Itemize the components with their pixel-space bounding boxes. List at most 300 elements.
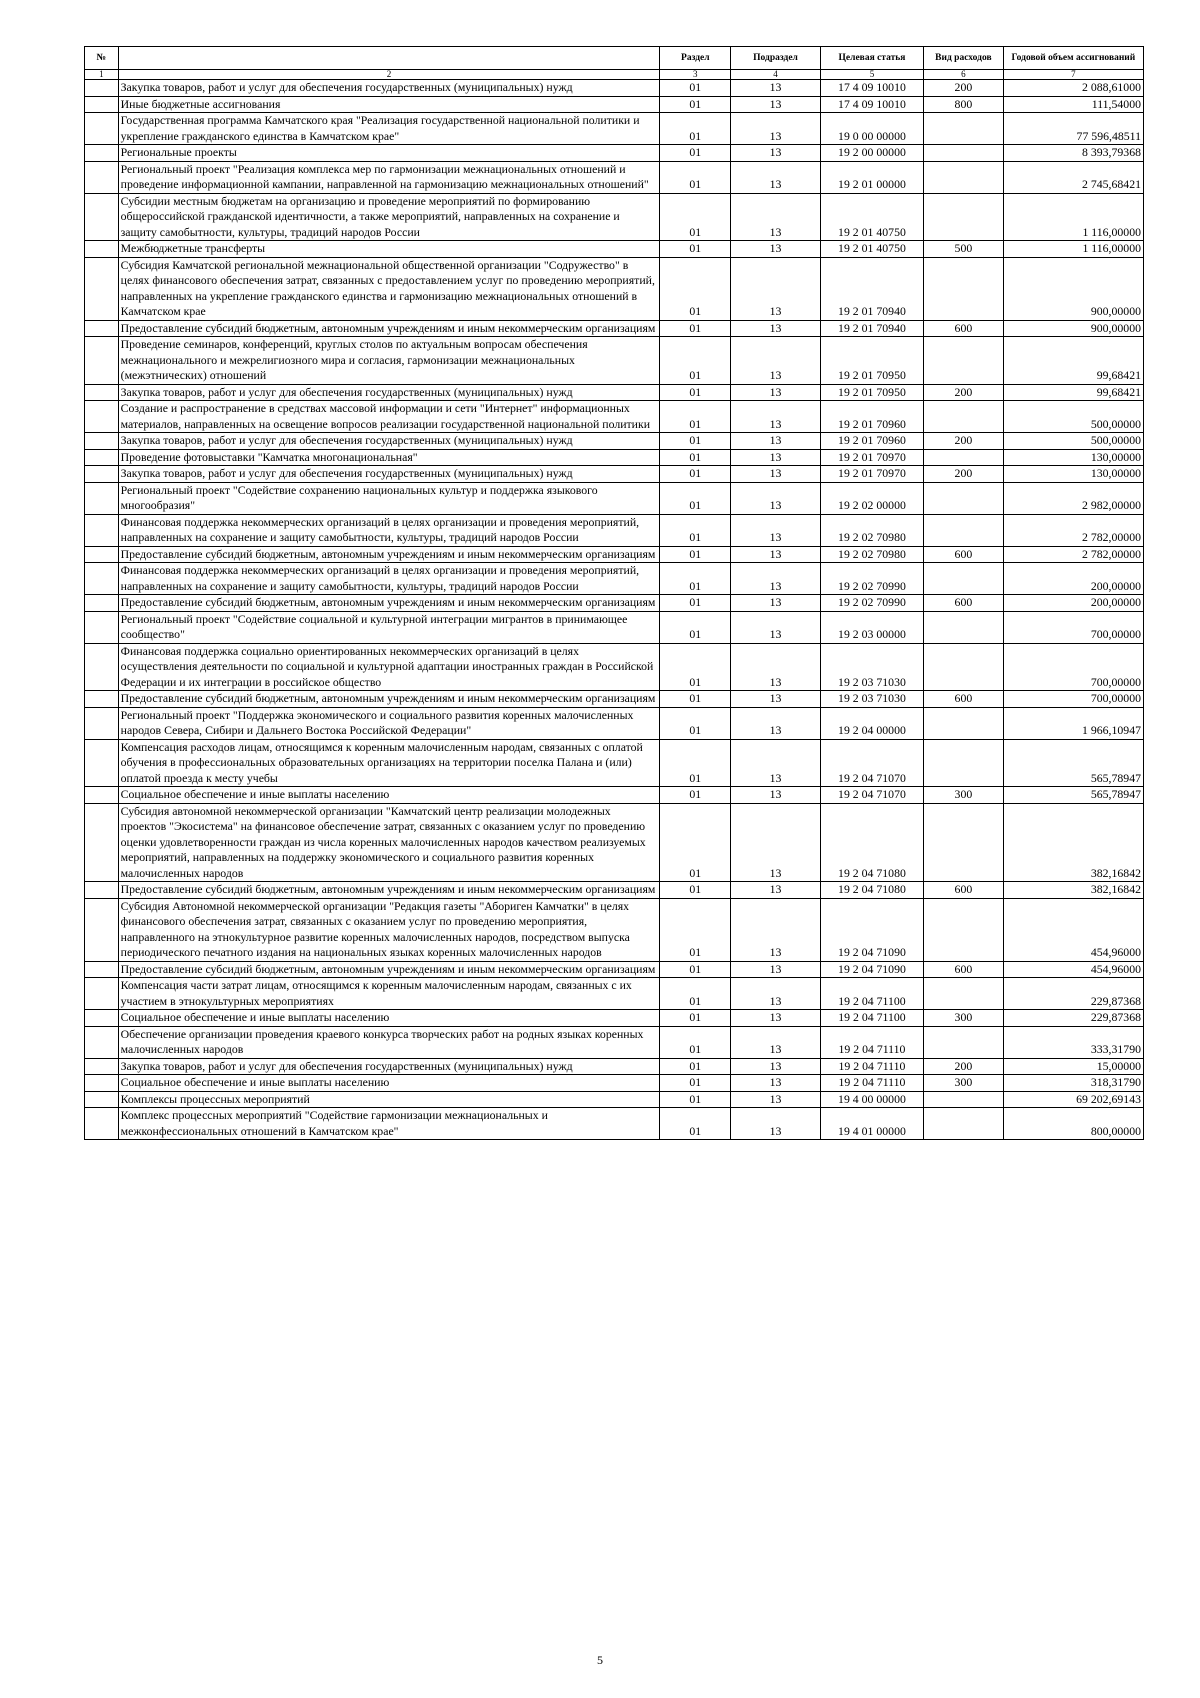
table-row [85, 546, 1144, 563]
expense-type-cell [924, 1026, 1004, 1058]
subsection-cell: 13 [731, 787, 821, 804]
subsection-cell: 13 [731, 80, 821, 97]
item-name-cell: Иные бюджетные ассигнования [118, 96, 660, 113]
section-cell: 01 [660, 611, 731, 643]
table-row [85, 1108, 1144, 1140]
target-article-cell: 19 2 01 40750 [820, 241, 923, 258]
target-article-cell: 19 0 00 00000 [820, 113, 923, 145]
expense-type-cell: 300 [924, 787, 1004, 804]
table-header-row [85, 47, 1144, 70]
expense-type-cell [924, 482, 1004, 514]
section-cell: 01 [660, 739, 731, 787]
subsection-cell: 13 [731, 882, 821, 899]
target-article-cell: 19 4 01 00000 [820, 1108, 923, 1140]
target-article-cell: 19 4 00 00000 [820, 1091, 923, 1108]
item-name-cell: Региональный проект "Содействие сохранению национальных культур и поддержка языкового многообразия" [118, 482, 660, 514]
row-number-cell [85, 145, 119, 162]
table-row [85, 691, 1144, 708]
section-cell: 01 [660, 257, 731, 320]
row-number-cell [85, 691, 119, 708]
row-number-cell [85, 161, 119, 193]
target-article-cell: 19 2 01 70940 [820, 320, 923, 337]
subsection-cell: 13 [731, 482, 821, 514]
target-article-cell: 17 4 09 10010 [820, 96, 923, 113]
row-number-cell [85, 1058, 119, 1075]
expense-type-cell [924, 643, 1004, 691]
item-name-cell: Финансовая поддержка некоммерческих организаций в целях организации и проведения мероприятий, направленных на сохранение и защиту самобытности, культуры, традиций народов России [118, 563, 660, 595]
row-number-cell [85, 707, 119, 739]
section-cell: 01 [660, 882, 731, 899]
section-cell: 01 [660, 595, 731, 612]
row-number-cell [85, 257, 119, 320]
row-number-cell [85, 320, 119, 337]
subsection-cell: 13 [731, 241, 821, 258]
table-row [85, 96, 1144, 113]
section-cell: 01 [660, 563, 731, 595]
header-section: Раздел [660, 47, 731, 70]
item-name-cell: Компенсация части затрат лицам, относящимся к коренным малочисленным народам, связанных с их участием в этнокультурных мероприятиях [118, 978, 660, 1010]
table-row [85, 241, 1144, 258]
expense-type-cell [924, 113, 1004, 145]
expense-type-cell [924, 1108, 1004, 1140]
item-name-cell: Комплексы процессных мероприятий [118, 1091, 660, 1108]
annual-sum-cell: 454,96000 [1003, 961, 1143, 978]
expense-type-cell: 600 [924, 595, 1004, 612]
section-cell: 01 [660, 241, 731, 258]
section-cell: 01 [660, 898, 731, 961]
subsection-cell: 13 [731, 1075, 821, 1092]
table-row [85, 707, 1144, 739]
expense-type-cell: 600 [924, 961, 1004, 978]
row-number-cell [85, 241, 119, 258]
annual-sum-cell: 130,00000 [1003, 466, 1143, 483]
table-row [85, 882, 1144, 899]
section-cell: 01 [660, 1075, 731, 1092]
subsection-cell: 13 [731, 257, 821, 320]
annual-sum-cell: 2 088,61000 [1003, 80, 1143, 97]
expense-type-cell [924, 449, 1004, 466]
section-cell: 01 [660, 384, 731, 401]
expense-type-cell: 200 [924, 1058, 1004, 1075]
section-cell: 01 [660, 96, 731, 113]
subsection-cell: 13 [731, 691, 821, 708]
target-article-cell: 19 2 01 70940 [820, 257, 923, 320]
row-number-cell [85, 113, 119, 145]
target-article-cell: 19 2 04 71080 [820, 882, 923, 899]
target-article-cell: 19 2 01 40750 [820, 193, 923, 241]
subsection-cell: 13 [731, 1010, 821, 1027]
row-number-cell [85, 96, 119, 113]
target-article-cell: 19 2 01 70970 [820, 466, 923, 483]
target-article-cell: 19 2 00 00000 [820, 145, 923, 162]
annual-sum-cell: 333,31790 [1003, 1026, 1143, 1058]
table-row [85, 1058, 1144, 1075]
row-number-cell [85, 482, 119, 514]
annual-sum-cell: 800,00000 [1003, 1108, 1143, 1140]
annual-sum-cell: 15,00000 [1003, 1058, 1143, 1075]
table-row [85, 161, 1144, 193]
expense-type-cell: 500 [924, 241, 1004, 258]
item-name-cell: Социальное обеспечение и иные выплаты населению [118, 787, 660, 804]
section-cell: 01 [660, 707, 731, 739]
item-name-cell: Региональный проект "Реализация комплекса мер по гармонизации межнациональных отношений и проведение информационной кампании, направленной на гармонизацию межнациональных отношений" [118, 161, 660, 193]
section-cell: 01 [660, 961, 731, 978]
subsection-cell: 13 [731, 384, 821, 401]
expense-type-cell: 600 [924, 320, 1004, 337]
table-row [85, 145, 1144, 162]
row-number-cell [85, 546, 119, 563]
annual-sum-cell: 200,00000 [1003, 563, 1143, 595]
header-name [118, 47, 660, 70]
target-article-cell: 19 2 04 71110 [820, 1026, 923, 1058]
row-number-cell [85, 787, 119, 804]
table-row [85, 1010, 1144, 1027]
annual-sum-cell: 1 966,10947 [1003, 707, 1143, 739]
annual-sum-cell: 900,00000 [1003, 320, 1143, 337]
section-cell: 01 [660, 1091, 731, 1108]
target-article-cell: 19 2 02 00000 [820, 482, 923, 514]
item-name-cell: Предоставление субсидий бюджетным, автономным учреждениям и иным некоммерческим организациям [118, 961, 660, 978]
annual-sum-cell: 382,16842 [1003, 882, 1143, 899]
item-name-cell: Региональный проект "Содействие социальной и культурной интеграции мигрантов в принимающее сообщество" [118, 611, 660, 643]
row-number-cell [85, 611, 119, 643]
expense-type-cell [924, 611, 1004, 643]
item-name-cell: Компенсация расходов лицам, относящимся к коренным малочисленным народам, связанных с оплатой обучения в профессиональных образовательных организациях на территории поселка Палана и (или) оплатой проезда к месту учебы [118, 739, 660, 787]
row-number-cell [85, 595, 119, 612]
item-name-cell: Предоставление субсидий бюджетным, автономным учреждениям и иным некоммерческим организациям [118, 882, 660, 899]
target-article-cell: 19 2 01 70950 [820, 337, 923, 385]
annual-sum-cell: 2 745,68421 [1003, 161, 1143, 193]
subsection-cell: 13 [731, 611, 821, 643]
annual-sum-cell: 454,96000 [1003, 898, 1143, 961]
table-row [85, 384, 1144, 401]
subsection-cell: 13 [731, 466, 821, 483]
budget-allocation-table [84, 46, 1144, 1140]
section-cell: 01 [660, 691, 731, 708]
table-row [85, 739, 1144, 787]
column-number: 6 [924, 70, 1004, 80]
expense-type-cell: 600 [924, 691, 1004, 708]
section-cell: 01 [660, 80, 731, 97]
item-name-cell: Закупка товаров, работ и услуг для обеспечения государственных (муниципальных) нужд [118, 1058, 660, 1075]
subsection-cell: 13 [731, 1058, 821, 1075]
row-number-cell [85, 466, 119, 483]
target-article-cell: 19 2 03 71030 [820, 643, 923, 691]
annual-sum-cell: 77 596,48511 [1003, 113, 1143, 145]
target-article-cell: 19 2 02 70980 [820, 514, 923, 546]
annual-sum-cell: 130,00000 [1003, 449, 1143, 466]
subsection-cell: 13 [731, 113, 821, 145]
row-number-cell [85, 433, 119, 450]
section-cell: 01 [660, 433, 731, 450]
subsection-cell: 13 [731, 707, 821, 739]
annual-sum-cell: 2 782,00000 [1003, 514, 1143, 546]
item-name-cell: Субсидия автономной некоммерческой организации "Камчатский центр реализации молодежных проектов "Экосистема" на финансовое обеспечение затрат, связанных с оказанием услуг по проведению оценки удовлетворенности граждан из числа коренных малочисленных народов качеством реализуемых мероприятий, направленных на поддержку экономического и социального развития коренных малочисленных народов [118, 803, 660, 882]
table-row [85, 80, 1144, 97]
row-number-cell [85, 1091, 119, 1108]
row-number-cell [85, 401, 119, 433]
section-cell: 01 [660, 1058, 731, 1075]
expense-type-cell: 300 [924, 1075, 1004, 1092]
annual-sum-cell: 111,54000 [1003, 96, 1143, 113]
section-cell: 01 [660, 113, 731, 145]
row-number-cell [85, 739, 119, 787]
subsection-cell: 13 [731, 145, 821, 162]
target-article-cell: 19 2 01 70970 [820, 449, 923, 466]
section-cell: 01 [660, 643, 731, 691]
table-row [85, 514, 1144, 546]
item-name-cell: Проведение фотовыставки "Камчатка многонациональная" [118, 449, 660, 466]
section-cell: 01 [660, 1010, 731, 1027]
table-row [85, 1075, 1144, 1092]
expense-type-cell: 200 [924, 80, 1004, 97]
target-article-cell: 19 2 04 00000 [820, 707, 923, 739]
section-cell: 01 [660, 337, 731, 385]
annual-sum-cell: 500,00000 [1003, 401, 1143, 433]
table-row [85, 961, 1144, 978]
column-number: 3 [660, 70, 731, 80]
column-number: 7 [1003, 70, 1143, 80]
expense-type-cell: 300 [924, 1010, 1004, 1027]
column-number: 4 [731, 70, 821, 80]
table-row [85, 787, 1144, 804]
subsection-cell: 13 [731, 433, 821, 450]
annual-sum-cell: 229,87368 [1003, 978, 1143, 1010]
row-number-cell [85, 978, 119, 1010]
section-cell: 01 [660, 466, 731, 483]
subsection-cell: 13 [731, 514, 821, 546]
item-name-cell: Проведение семинаров, конференций, круглых столов по актуальным вопросам обеспечения межнационального и межрелигиозного мира и согласия, гармонизации межнациональных (межэтнических) отношений [118, 337, 660, 385]
item-name-cell: Субсидия Камчатской региональной межнациональной общественной организации "Содружество" в целях финансового обеспечения затрат, связанных с предоставлением услуг по проведению мероприятий, направленных на укрепление гражданского единства и гармонизацию межнациональных отношений в Камчатском крае [118, 257, 660, 320]
section-cell: 01 [660, 193, 731, 241]
item-name-cell: Региональные проекты [118, 145, 660, 162]
subsection-cell: 13 [731, 563, 821, 595]
target-article-cell: 17 4 09 10010 [820, 80, 923, 97]
section-cell: 01 [660, 145, 731, 162]
expense-type-cell [924, 337, 1004, 385]
subsection-cell: 13 [731, 337, 821, 385]
table-row [85, 643, 1144, 691]
expense-type-cell [924, 401, 1004, 433]
table-row [85, 803, 1144, 882]
annual-sum-cell: 99,68421 [1003, 384, 1143, 401]
table-row [85, 257, 1144, 320]
subsection-cell: 13 [731, 978, 821, 1010]
section-cell: 01 [660, 320, 731, 337]
header-annual-sum: Годовой объем ассигнований [1003, 47, 1143, 70]
subsection-cell: 13 [731, 961, 821, 978]
row-number-cell [85, 961, 119, 978]
table-row [85, 433, 1144, 450]
expense-type-cell [924, 898, 1004, 961]
row-number-cell [85, 1026, 119, 1058]
page-number: 5 [597, 1653, 603, 1667]
expense-type-cell [924, 145, 1004, 162]
target-article-cell: 19 2 01 70960 [820, 401, 923, 433]
target-article-cell: 19 2 04 71100 [820, 978, 923, 1010]
table-row [85, 611, 1144, 643]
row-number-cell [85, 193, 119, 241]
subsection-cell: 13 [731, 595, 821, 612]
target-article-cell: 19 2 04 71070 [820, 787, 923, 804]
expense-type-cell: 800 [924, 96, 1004, 113]
item-name-cell: Финансовая поддержка некоммерческих организаций в целях организации и проведения мероприятий, направленных на сохранение и защиту самобытности, культуры, традиций народов России [118, 514, 660, 546]
expense-type-cell: 200 [924, 384, 1004, 401]
column-number: 2 [118, 70, 660, 80]
annual-sum-cell: 2 982,00000 [1003, 482, 1143, 514]
expense-type-cell [924, 739, 1004, 787]
target-article-cell: 19 2 04 71100 [820, 1010, 923, 1027]
section-cell: 01 [660, 1108, 731, 1140]
target-article-cell: 19 2 03 71030 [820, 691, 923, 708]
row-number-cell [85, 1075, 119, 1092]
expense-type-cell [924, 161, 1004, 193]
annual-sum-cell: 99,68421 [1003, 337, 1143, 385]
target-article-cell: 19 2 02 70990 [820, 595, 923, 612]
target-article-cell: 19 2 04 71080 [820, 803, 923, 882]
annual-sum-cell: 1 116,00000 [1003, 193, 1143, 241]
column-number-row [85, 70, 1144, 80]
target-article-cell: 19 2 04 71110 [820, 1058, 923, 1075]
subsection-cell: 13 [731, 739, 821, 787]
row-number-cell [85, 643, 119, 691]
table-row [85, 482, 1144, 514]
item-name-cell: Закупка товаров, работ и услуг для обеспечения государственных (муниципальных) нужд [118, 433, 660, 450]
section-cell: 01 [660, 803, 731, 882]
section-cell: 01 [660, 546, 731, 563]
section-cell: 01 [660, 978, 731, 1010]
section-cell: 01 [660, 449, 731, 466]
expense-type-cell: 600 [924, 546, 1004, 563]
item-name-cell: Социальное обеспечение и иные выплаты населению [118, 1075, 660, 1092]
subsection-cell: 13 [731, 320, 821, 337]
row-number-cell [85, 514, 119, 546]
section-cell: 01 [660, 161, 731, 193]
target-article-cell: 19 2 02 70980 [820, 546, 923, 563]
item-name-cell: Финансовая поддержка социально ориентированных некоммерческих организаций в целях осуществления деятельности по социальной и культурной адаптации иностранных граждан в Российской Федерации и их интеграции в российское общество [118, 643, 660, 691]
subsection-cell: 13 [731, 546, 821, 563]
table-row [85, 113, 1144, 145]
item-name-cell: Субсидия Автономной некоммерческой организации "Редакция газеты "Абориген Камчатки" в целях финансового обеспечения затрат, связанных с оказанием услуг по проведению мероприятия, направленного на этнокультурное развитие коренных малочисленных народов, посредством выпуска периодического печатного издания на национальных языках коренных малочисленных народов [118, 898, 660, 961]
expense-type-cell [924, 803, 1004, 882]
row-number-cell [85, 449, 119, 466]
item-name-cell: Предоставление субсидий бюджетным, автономным учреждениям и иным некоммерческим организациям [118, 546, 660, 563]
header-number: № [85, 47, 119, 70]
row-number-cell [85, 337, 119, 385]
target-article-cell: 19 2 01 70960 [820, 433, 923, 450]
annual-sum-cell: 318,31790 [1003, 1075, 1143, 1092]
table-row [85, 449, 1144, 466]
subsection-cell: 13 [731, 401, 821, 433]
annual-sum-cell: 700,00000 [1003, 611, 1143, 643]
target-article-cell: 19 2 02 70990 [820, 563, 923, 595]
subsection-cell: 13 [731, 193, 821, 241]
item-name-cell: Создание и распространение в средствах массовой информации и сети "Интернет" информационных материалов, направленных на освещение вопросов реализации государственной национальной политики [118, 401, 660, 433]
expense-type-cell [924, 193, 1004, 241]
annual-sum-cell: 229,87368 [1003, 1010, 1143, 1027]
target-article-cell: 19 2 01 00000 [820, 161, 923, 193]
annual-sum-cell: 900,00000 [1003, 257, 1143, 320]
annual-sum-cell: 565,78947 [1003, 787, 1143, 804]
row-number-cell [85, 898, 119, 961]
target-article-cell: 19 2 01 70950 [820, 384, 923, 401]
expense-type-cell: 200 [924, 466, 1004, 483]
item-name-cell: Предоставление субсидий бюджетным, автономным учреждениям и иным некоммерческим организациям [118, 320, 660, 337]
header-expense-type: Вид расходов [924, 47, 1004, 70]
item-name-cell: Государственная программа Камчатского края "Реализация государственной национальной политики и укрепление гражданского единства в Камчатском крае" [118, 113, 660, 145]
section-cell: 01 [660, 1026, 731, 1058]
column-number: 1 [85, 70, 119, 80]
item-name-cell: Обеспечение организации проведения краевого конкурса творческих работ на родных языках коренных малочисленных народов [118, 1026, 660, 1058]
annual-sum-cell: 1 116,00000 [1003, 241, 1143, 258]
item-name-cell: Закупка товаров, работ и услуг для обеспечения государственных (муниципальных) нужд [118, 384, 660, 401]
header-subsection: Подраздел [731, 47, 821, 70]
section-cell: 01 [660, 787, 731, 804]
row-number-cell [85, 1108, 119, 1140]
row-number-cell [85, 882, 119, 899]
table-row [85, 1026, 1144, 1058]
header-target-article: Целевая статья [820, 47, 923, 70]
subsection-cell: 13 [731, 96, 821, 113]
subsection-cell: 13 [731, 898, 821, 961]
table-row [85, 401, 1144, 433]
table-row [85, 193, 1144, 241]
section-cell: 01 [660, 482, 731, 514]
annual-sum-cell: 2 782,00000 [1003, 546, 1143, 563]
item-name-cell: Социальное обеспечение и иные выплаты населению [118, 1010, 660, 1027]
item-name-cell: Предоставление субсидий бюджетным, автономным учреждениям и иным некоммерческим организациям [118, 691, 660, 708]
annual-sum-cell: 500,00000 [1003, 433, 1143, 450]
annual-sum-cell: 200,00000 [1003, 595, 1143, 612]
expense-type-cell: 200 [924, 433, 1004, 450]
target-article-cell: 19 2 04 71110 [820, 1075, 923, 1092]
table-row [85, 466, 1144, 483]
expense-type-cell [924, 257, 1004, 320]
target-article-cell: 19 2 04 71090 [820, 961, 923, 978]
expense-type-cell [924, 707, 1004, 739]
table-row [85, 337, 1144, 385]
subsection-cell: 13 [731, 161, 821, 193]
item-name-cell: Субсидии местным бюджетам на организацию и проведение мероприятий по формированию общероссийской гражданской идентичности, а также мероприятий, направленных на сохранение и защиту самобытности, культуры, традиций народов России [118, 193, 660, 241]
target-article-cell: 19 2 03 00000 [820, 611, 923, 643]
subsection-cell: 13 [731, 1108, 821, 1140]
table-row [85, 978, 1144, 1010]
annual-sum-cell: 8 393,79368 [1003, 145, 1143, 162]
row-number-cell [85, 803, 119, 882]
column-number: 5 [820, 70, 923, 80]
target-article-cell: 19 2 04 71090 [820, 898, 923, 961]
target-article-cell: 19 2 04 71070 [820, 739, 923, 787]
row-number-cell [85, 1010, 119, 1027]
table-row [85, 320, 1144, 337]
table-row [85, 898, 1144, 961]
subsection-cell: 13 [731, 1026, 821, 1058]
item-name-cell: Межбюджетные трансферты [118, 241, 660, 258]
annual-sum-cell: 382,16842 [1003, 803, 1143, 882]
item-name-cell: Предоставление субсидий бюджетным, автономным учреждениям и иным некоммерческим организациям [118, 595, 660, 612]
row-number-cell [85, 80, 119, 97]
item-name-cell: Закупка товаров, работ и услуг для обеспечения государственных (муниципальных) нужд [118, 80, 660, 97]
row-number-cell [85, 563, 119, 595]
section-cell: 01 [660, 514, 731, 546]
item-name-cell: Региональный проект "Поддержка экономического и социального развития коренных малочисленных народов Севера, Сибири и Дальнего Востока Российской Федерации" [118, 707, 660, 739]
expense-type-cell [924, 978, 1004, 1010]
item-name-cell: Закупка товаров, работ и услуг для обеспечения государственных (муниципальных) нужд [118, 466, 660, 483]
annual-sum-cell: 565,78947 [1003, 739, 1143, 787]
annual-sum-cell: 69 202,69143 [1003, 1091, 1143, 1108]
subsection-cell: 13 [731, 449, 821, 466]
annual-sum-cell: 700,00000 [1003, 643, 1143, 691]
